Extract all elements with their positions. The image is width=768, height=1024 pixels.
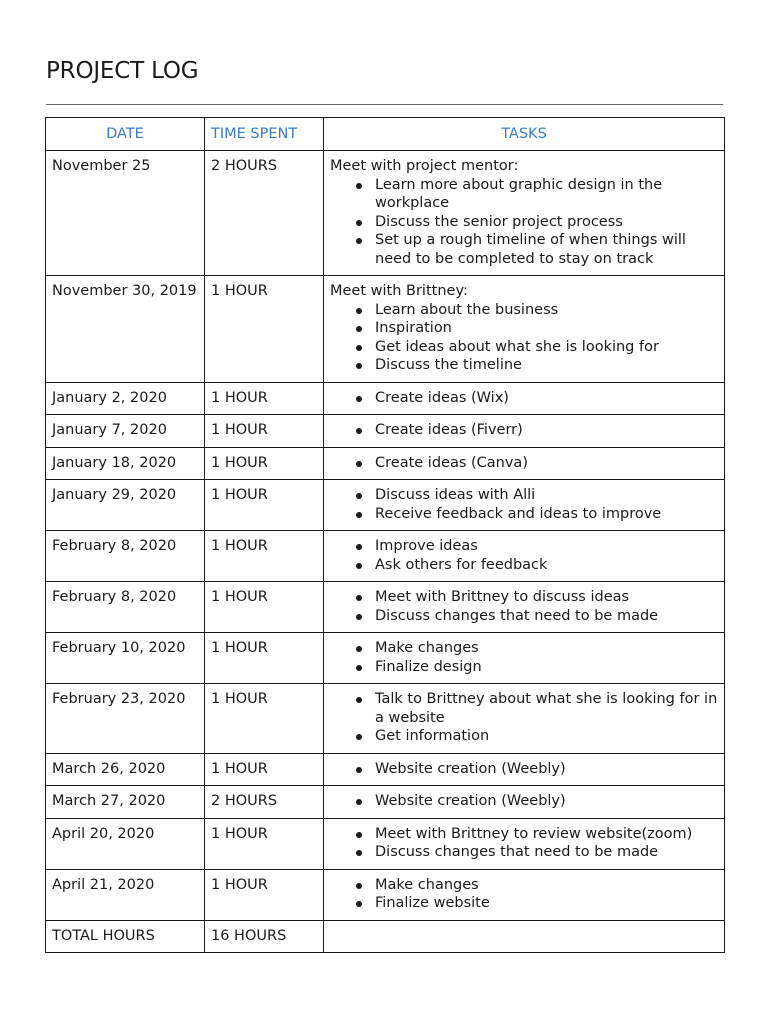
project-log-table	[45, 117, 725, 953]
time-spent-cell: 1 HOUR	[205, 818, 324, 869]
tasks-cell	[324, 480, 725, 531]
task-list	[330, 690, 718, 746]
tasks-cell	[324, 633, 725, 684]
task-item: Learn about the business	[330, 301, 718, 320]
table-row	[46, 480, 725, 531]
time-spent-cell: 1 HOUR	[205, 753, 324, 786]
task-list	[330, 537, 718, 574]
column-header-time-spent: TIME SPENT	[205, 118, 324, 151]
task-item: Make changes	[330, 876, 718, 895]
time-spent-cell: 1 HOUR	[205, 415, 324, 448]
date-cell: February 23, 2020	[46, 684, 205, 754]
date-cell: January 29, 2020	[46, 480, 205, 531]
table-body	[46, 151, 725, 921]
time-spent-cell: 2 HOURS	[205, 786, 324, 819]
time-spent-cell: 1 HOUR	[205, 869, 324, 920]
task-item: Meet with Brittney to review website(zoom)	[330, 825, 718, 844]
task-list	[330, 760, 718, 779]
total-tasks-empty	[324, 920, 725, 953]
table-row	[46, 818, 725, 869]
date-cell: April 20, 2020	[46, 818, 205, 869]
tasks-cell	[324, 818, 725, 869]
task-item: Get information	[330, 727, 718, 746]
time-spent-cell: 1 HOUR	[205, 276, 324, 383]
tasks-cell	[324, 753, 725, 786]
date-cell: March 27, 2020	[46, 786, 205, 819]
tasks-cell	[324, 786, 725, 819]
date-cell: November 30, 2019	[46, 276, 205, 383]
date-cell: February 8, 2020	[46, 582, 205, 633]
task-item: Discuss the senior project process	[330, 213, 718, 232]
time-spent-cell: 1 HOUR	[205, 382, 324, 415]
title-divider	[46, 104, 723, 105]
time-spent-cell: 2 HOURS	[205, 151, 324, 276]
task-list	[330, 421, 718, 440]
task-item: Discuss changes that need to be made	[330, 843, 718, 862]
time-spent-cell: 1 HOUR	[205, 633, 324, 684]
header-row	[46, 118, 725, 151]
task-item: Website creation (Weebly)	[330, 792, 718, 811]
task-item: Finalize design	[330, 658, 718, 677]
table-row	[46, 151, 725, 276]
time-spent-cell: 1 HOUR	[205, 582, 324, 633]
total-row	[46, 920, 725, 953]
task-list	[330, 176, 718, 269]
tasks-cell	[324, 151, 725, 276]
table-row	[46, 447, 725, 480]
task-list	[330, 792, 718, 811]
table-row	[46, 382, 725, 415]
total-value: 16 HOURS	[205, 920, 324, 953]
tasks-cell	[324, 531, 725, 582]
table-row	[46, 415, 725, 448]
task-item: Create ideas (Wix)	[330, 389, 718, 408]
task-item: Improve ideas	[330, 537, 718, 556]
tasks-cell	[324, 276, 725, 383]
task-intro: Meet with project mentor:	[330, 158, 519, 174]
table-row	[46, 276, 725, 383]
task-item: Create ideas (Canva)	[330, 454, 718, 473]
task-item: Receive feedback and ideas to improve	[330, 505, 718, 524]
column-header-date: DATE	[46, 118, 205, 151]
page-title: PROJECT LOG	[46, 58, 199, 84]
time-spent-cell: 1 HOUR	[205, 684, 324, 754]
task-item: Learn more about graphic design in the workplace	[330, 176, 718, 213]
task-item: Meet with Brittney to discuss ideas	[330, 588, 718, 607]
task-item: Discuss ideas with Alli	[330, 486, 718, 505]
task-item: Talk to Brittney about what she is looking for in a website	[330, 690, 718, 727]
date-cell: January 2, 2020	[46, 382, 205, 415]
tasks-cell	[324, 447, 725, 480]
task-list	[330, 486, 718, 523]
task-list	[330, 876, 718, 913]
task-list	[330, 389, 718, 408]
table-row	[46, 869, 725, 920]
task-item: Get ideas about what she is looking for	[330, 338, 718, 357]
tasks-cell	[324, 415, 725, 448]
date-cell: November 25	[46, 151, 205, 276]
task-item: Finalize website	[330, 894, 718, 913]
task-item: Set up a rough timeline of when things will need to be completed to stay on track	[330, 231, 718, 268]
task-item: Create ideas (Fiverr)	[330, 421, 718, 440]
table-row	[46, 582, 725, 633]
task-item: Ask others for feedback	[330, 556, 718, 575]
date-cell: January 18, 2020	[46, 447, 205, 480]
date-cell: January 7, 2020	[46, 415, 205, 448]
table-row	[46, 531, 725, 582]
table-row	[46, 633, 725, 684]
tasks-cell	[324, 582, 725, 633]
time-spent-cell: 1 HOUR	[205, 447, 324, 480]
task-item: Make changes	[330, 639, 718, 658]
table-row	[46, 786, 725, 819]
date-cell: March 26, 2020	[46, 753, 205, 786]
task-item: Discuss changes that need to be made	[330, 607, 718, 626]
task-list	[330, 639, 718, 676]
tasks-cell	[324, 684, 725, 754]
task-list	[330, 301, 718, 375]
task-item: Website creation (Weebly)	[330, 760, 718, 779]
total-label: TOTAL HOURS	[46, 920, 205, 953]
time-spent-cell: 1 HOUR	[205, 531, 324, 582]
date-cell: February 10, 2020	[46, 633, 205, 684]
tasks-cell	[324, 382, 725, 415]
task-intro: Meet with Brittney:	[330, 283, 468, 299]
date-cell: April 21, 2020	[46, 869, 205, 920]
task-list	[330, 825, 718, 862]
table-row	[46, 684, 725, 754]
tasks-cell	[324, 869, 725, 920]
time-spent-cell: 1 HOUR	[205, 480, 324, 531]
date-cell: February 8, 2020	[46, 531, 205, 582]
task-item: Inspiration	[330, 319, 718, 338]
column-header-tasks: TASKS	[324, 118, 725, 151]
task-item: Discuss the timeline	[330, 356, 718, 375]
task-list	[330, 588, 718, 625]
task-list	[330, 454, 718, 473]
table-row	[46, 753, 725, 786]
